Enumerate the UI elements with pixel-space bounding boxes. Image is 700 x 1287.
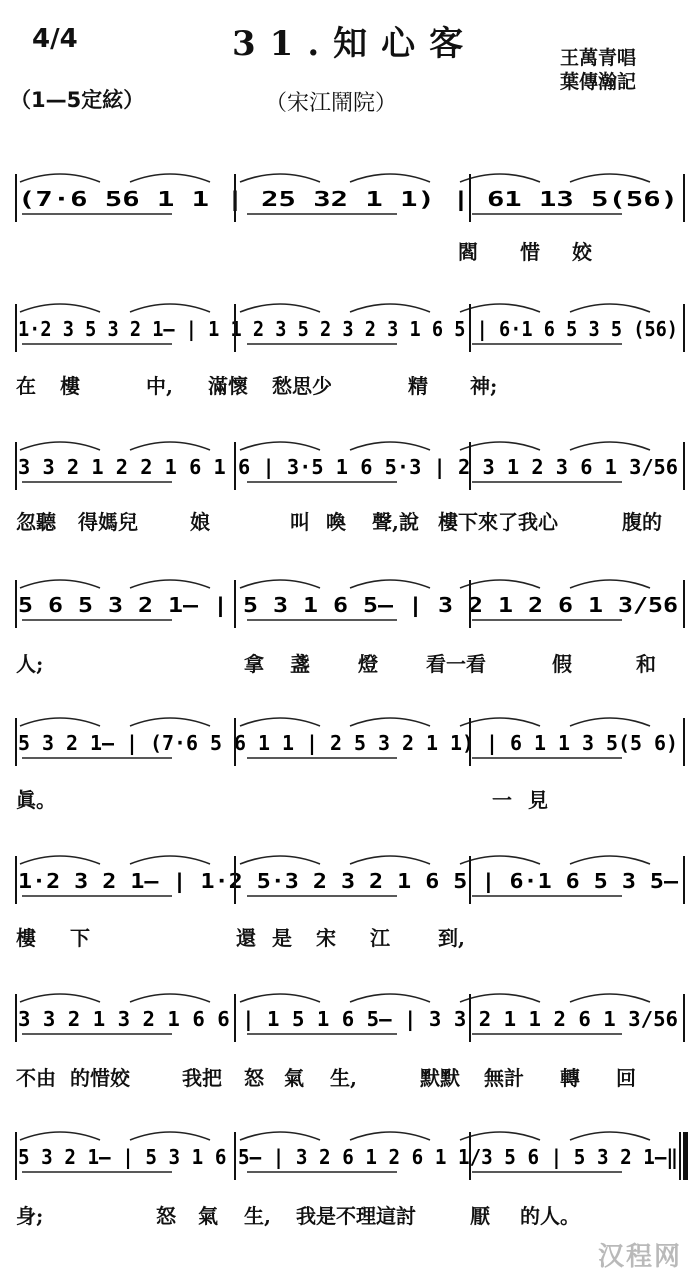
- notation-line: 1·2 3 2 1— | 1·2 5·3 2 3 2 1 6 5 | 6·1 6 5 3 5—: [18, 869, 680, 893]
- lyric-word: 看一看: [426, 652, 486, 676]
- lyric-word: 我把: [182, 1066, 222, 1090]
- slur-mark: [20, 442, 100, 450]
- lyric-word: 假: [552, 652, 572, 676]
- lyric-word: 轉: [560, 1066, 580, 1090]
- slur-mark: [240, 856, 320, 864]
- lyric-word: 拿: [244, 652, 264, 676]
- slur-mark: [240, 174, 320, 182]
- slur-mark: [350, 580, 430, 588]
- slur-mark: [460, 442, 540, 450]
- lyric-word: 的惜姣: [70, 1066, 130, 1090]
- lyric-word: 一: [492, 788, 512, 812]
- lyric-word: 氣: [198, 1204, 218, 1228]
- lyric-word: 怒: [244, 1066, 264, 1090]
- slur-mark: [460, 304, 540, 312]
- slur-mark: [350, 718, 430, 726]
- slur-mark: [570, 856, 650, 864]
- slur-mark: [460, 856, 540, 864]
- lyric-word: 的人。: [520, 1204, 580, 1228]
- notation-line: 3 3 2 1 3 2 1 6 6 | 1 5 1 6 5— | 3 3 2 1 1 2 6 1 3/56: [18, 1007, 678, 1031]
- lyric-word: 不由: [16, 1066, 56, 1090]
- slur-mark: [130, 718, 210, 726]
- lyric-word: 叫: [290, 510, 310, 534]
- opera-source: （宋江鬧院）: [265, 91, 398, 116]
- lyric-word: 愁思少: [272, 374, 332, 398]
- lyric-word: 滿懷: [208, 374, 248, 398]
- notation-line: (7·6 56 1 1 | 25 32 1 1) | 61 13 5(56): [18, 187, 678, 211]
- lyric-word: 江: [370, 926, 390, 950]
- slur-mark: [130, 580, 210, 588]
- lyric-word: 閻: [458, 240, 478, 264]
- slur-mark: [130, 994, 210, 1002]
- slur-mark: [130, 174, 210, 182]
- lyric-word: 樓: [60, 374, 80, 398]
- lyric-word: 怒: [156, 1204, 176, 1228]
- slur-mark: [20, 994, 100, 1002]
- slur-mark: [130, 856, 210, 864]
- lyric-word: 到,: [438, 926, 465, 950]
- slur-mark: [20, 580, 100, 588]
- lyric-word: 忽聽: [16, 510, 56, 534]
- lyric-word: 樓下來了我心: [438, 510, 558, 534]
- lyric-word: 和: [636, 652, 656, 676]
- notation-line: 5 3 2 1— | 5 3 1 6 5— | 3 2 6 1 2 6 1 1/3 5 6 | 5 3 2 1—‖: [18, 1145, 678, 1169]
- lyric-word: 見: [528, 788, 548, 812]
- slur-mark: [130, 304, 210, 312]
- lyric-word: 下: [70, 926, 90, 950]
- lyric-word: 喚: [326, 510, 346, 534]
- slur-mark: [570, 994, 650, 1002]
- lyric-word: 生,: [244, 1204, 271, 1228]
- lyric-word: 惜: [520, 240, 540, 264]
- lyric-word: 樓: [16, 926, 36, 950]
- watermark-logo: 汉程网: [597, 1242, 682, 1272]
- slur-mark: [460, 994, 540, 1002]
- lyric-word: 氣: [284, 1066, 304, 1090]
- lyric-word: 眞。: [16, 788, 56, 812]
- slur-mark: [350, 174, 430, 182]
- lyric-word: 默默: [420, 1066, 460, 1090]
- slur-mark: [570, 304, 650, 312]
- slur-mark: [350, 1132, 430, 1140]
- slur-mark: [240, 304, 320, 312]
- tuning-note: （1—5定絃）: [10, 88, 145, 112]
- slur-mark: [350, 994, 430, 1002]
- song-title: 31.知心客: [232, 24, 478, 64]
- lyric-word: 姣: [572, 240, 592, 264]
- slur-mark: [350, 856, 430, 864]
- lyric-word: 在: [16, 374, 36, 398]
- lyric-word: 娘: [190, 510, 210, 534]
- slur-mark: [460, 580, 540, 588]
- slur-mark: [240, 994, 320, 1002]
- lyric-word: 是: [272, 926, 292, 950]
- singer-credit: 王萬青唱: [560, 47, 637, 69]
- slur-mark: [460, 174, 540, 182]
- lyric-word: 得媽兒: [78, 510, 138, 534]
- slur-mark: [570, 580, 650, 588]
- lyric-word: 厭: [470, 1204, 490, 1228]
- lyric-word: 人;: [16, 652, 44, 676]
- lyric-word: 腹的: [622, 510, 662, 534]
- notation-line: 5 6 5 3 2 1— | 5 3 1 6 5— | 3 2 1 2 6 1 3/56: [18, 593, 678, 617]
- slur-mark: [460, 718, 540, 726]
- slur-mark: [20, 1132, 100, 1140]
- slur-mark: [570, 174, 650, 182]
- lyric-word: 神;: [470, 374, 498, 398]
- slur-mark: [20, 174, 100, 182]
- slur-mark: [20, 718, 100, 726]
- lyric-word: 無計: [484, 1066, 524, 1090]
- slur-mark: [570, 718, 650, 726]
- recorder-credit: 葉傳瀚記: [560, 71, 637, 93]
- slur-mark: [350, 442, 430, 450]
- lyric-word: 盞: [290, 652, 310, 676]
- notation-line: 5 3 2 1— | (7·6 5 6 1 1 | 2 5 3 2 1 1) | 6 1 1 3 5(5 6): [18, 731, 678, 755]
- lyric-word: 身;: [16, 1204, 44, 1228]
- time-signature: 4/4: [32, 24, 78, 54]
- slur-mark: [130, 442, 210, 450]
- slur-mark: [350, 304, 430, 312]
- lyric-word: 我是不理這討: [296, 1204, 416, 1228]
- lyric-word: 宋: [316, 926, 336, 950]
- slur-mark: [240, 718, 320, 726]
- notation-line: 1·2 3 5 3 2 1— | 1 1 2 3 5 2 3 2 3 1 6 5 | 6·1 6 5 3 5 (56): [18, 317, 678, 341]
- lyric-word: 中,: [146, 374, 173, 398]
- slur-mark: [240, 442, 320, 450]
- slur-mark: [20, 304, 100, 312]
- slur-mark: [570, 442, 650, 450]
- slur-mark: [240, 1132, 320, 1140]
- lyric-word: 回: [616, 1066, 636, 1090]
- slur-mark: [460, 1132, 540, 1140]
- slur-mark: [20, 856, 100, 864]
- notation-line: 3 3 2 1 2 2 1 6 1 6 | 3·5 1 6 5·3 | 2 3 1 2 3 6 1 3/56: [18, 455, 678, 479]
- slur-mark: [240, 580, 320, 588]
- lyric-word: 燈: [358, 652, 378, 676]
- lyric-word: 聲,說: [372, 510, 419, 534]
- lyric-word: 精: [408, 374, 428, 398]
- lyric-word: 還: [236, 926, 256, 950]
- slur-mark: [570, 1132, 650, 1140]
- lyric-word: 生,: [330, 1066, 357, 1090]
- slur-mark: [130, 1132, 210, 1140]
